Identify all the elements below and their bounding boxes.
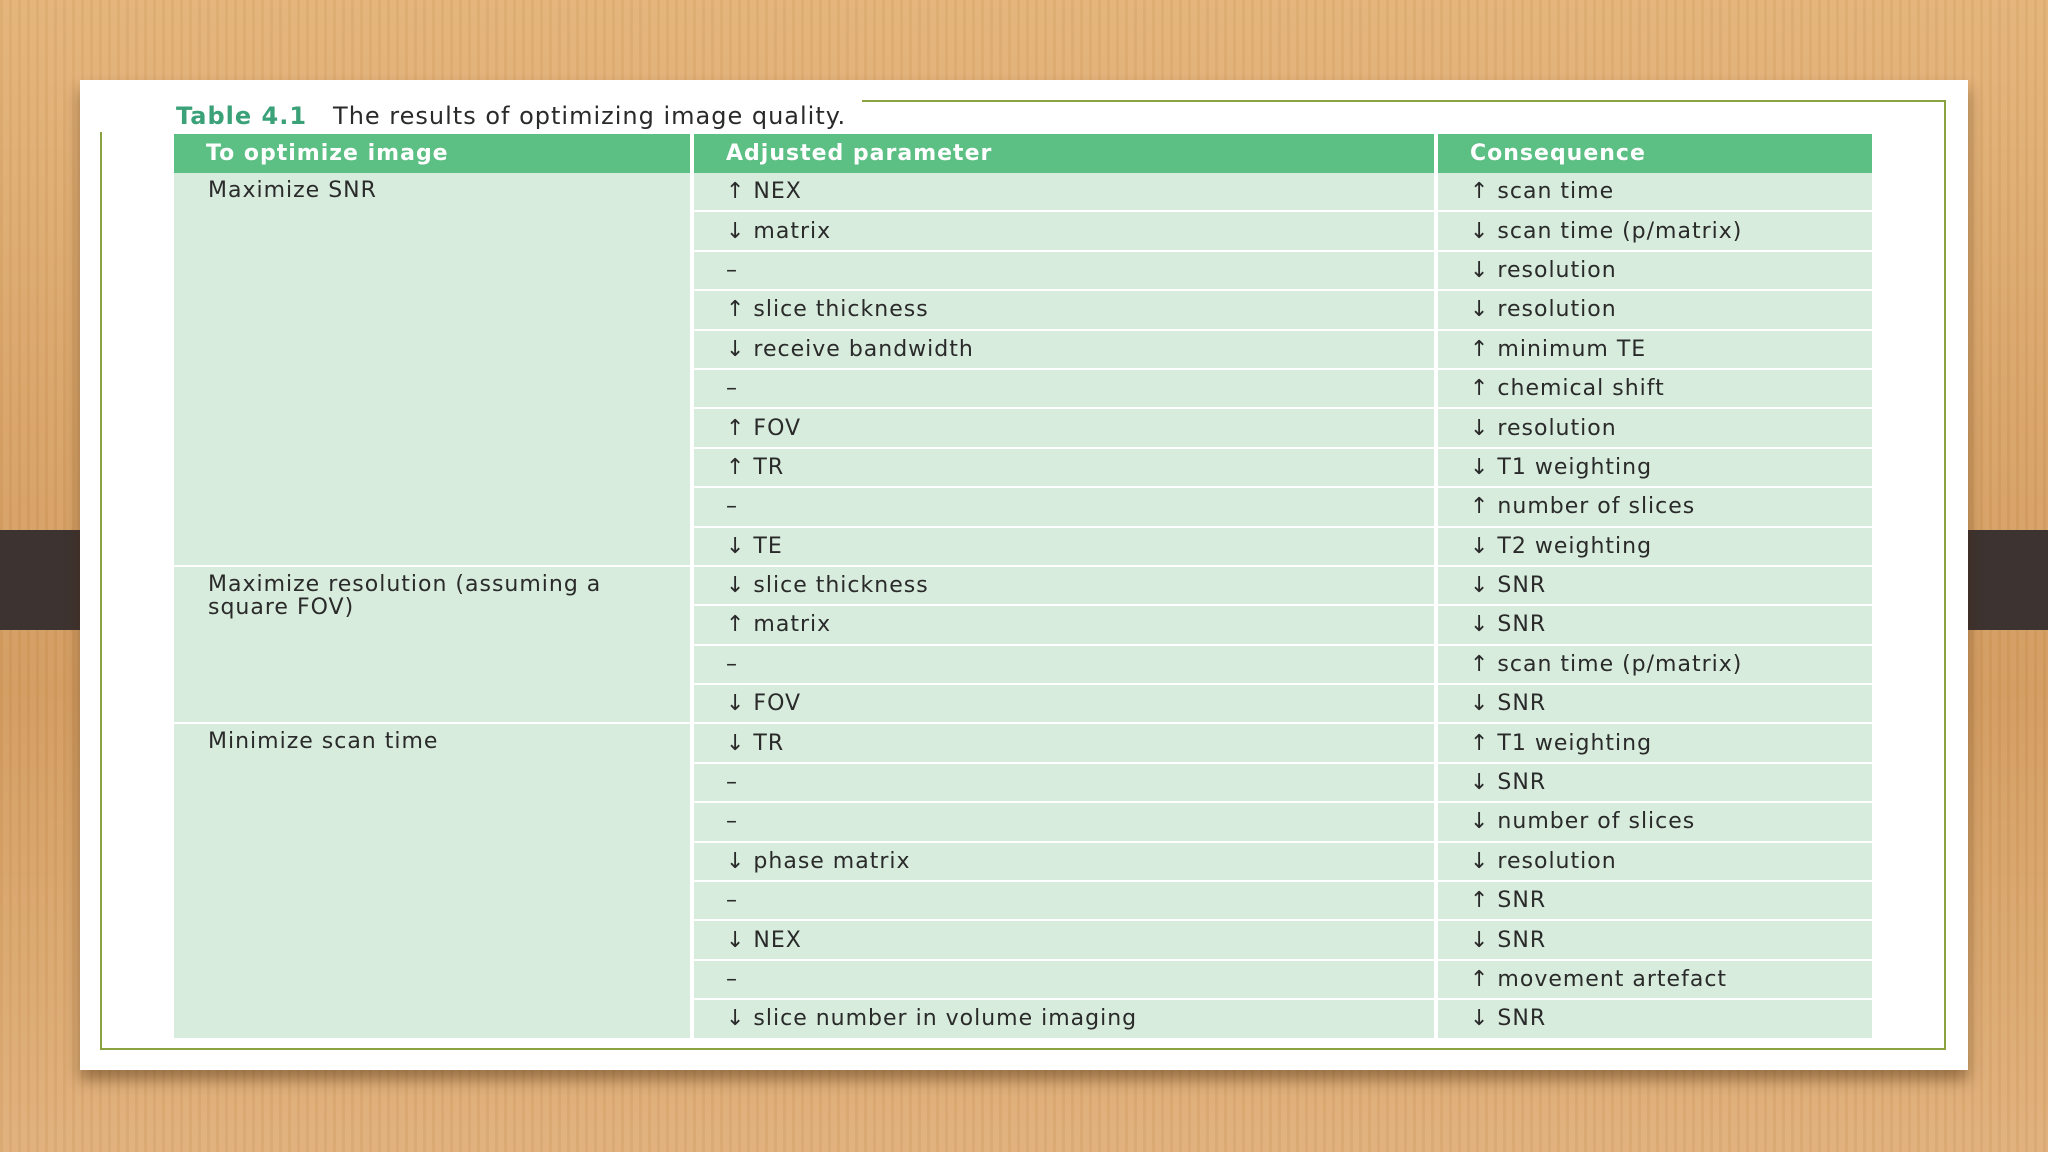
consequence-cell: ↓ resolution	[1436, 290, 1872, 329]
adjusted-parameter-cell: ↓ receive bandwidth	[692, 330, 1436, 369]
consequence-cell: ↓ SNR	[1436, 566, 1872, 605]
table-row	[174, 173, 1872, 211]
consequence-cell: ↑ number of slices	[1436, 487, 1872, 526]
consequence-cell: ↓ SNR	[1436, 605, 1872, 644]
consequence-cell: ↓ resolution	[1436, 251, 1872, 290]
table-caption	[96, 100, 862, 132]
consequence-cell: ↓ number of slices	[1436, 802, 1872, 841]
consequence-cell: ↑ scan time	[1436, 173, 1872, 211]
optimize-goal-cell: Minimize scan time	[174, 723, 692, 1038]
optimize-goal-cell: Maximize SNR	[174, 173, 692, 566]
consequence-cell: ↑ T1 weighting	[1436, 723, 1872, 762]
consequence-cell: ↑ SNR	[1436, 881, 1872, 920]
adjusted-parameter-cell: ↓ slice thickness	[692, 566, 1436, 605]
consequence-cell: ↓ scan time (p/matrix)	[1436, 211, 1872, 250]
adjusted-parameter-cell: ↑ FOV	[692, 408, 1436, 447]
consequence-cell: ↓ resolution	[1436, 842, 1872, 881]
consequence-cell: ↓ T2 weighting	[1436, 527, 1872, 566]
consequence-cell: ↑ movement artefact	[1436, 960, 1872, 999]
column-header-consequence: Consequence	[1436, 134, 1872, 173]
adjusted-parameter-cell: –	[692, 251, 1436, 290]
consequence-cell: ↑ minimum TE	[1436, 330, 1872, 369]
consequence-cell: ↓ SNR	[1436, 999, 1872, 1038]
adjusted-parameter-cell: ↑ NEX	[692, 173, 1436, 211]
adjusted-parameter-cell: ↑ matrix	[692, 605, 1436, 644]
results-table	[174, 134, 1872, 1040]
adjusted-parameter-cell: –	[692, 881, 1436, 920]
table-row	[174, 566, 1872, 605]
table-title: The results of optimizing image quality.	[333, 102, 847, 130]
adjusted-parameter-cell: ↑ TR	[692, 448, 1436, 487]
adjusted-parameter-cell: ↓ slice number in volume imaging	[692, 999, 1436, 1038]
column-header-optimize: To optimize image	[174, 134, 692, 173]
table-body	[174, 173, 1872, 1039]
table-row	[174, 723, 1872, 762]
adjusted-parameter-cell: ↑ slice thickness	[692, 290, 1436, 329]
consequence-cell: ↓ T1 weighting	[1436, 448, 1872, 487]
column-header-parameter: Adjusted parameter	[692, 134, 1436, 173]
adjusted-parameter-cell: –	[692, 960, 1436, 999]
table-number: Table 4.1	[176, 102, 308, 130]
consequence-cell: ↓ SNR	[1436, 763, 1872, 802]
consequence-cell: ↑ scan time (p/matrix)	[1436, 645, 1872, 684]
adjusted-parameter-cell: –	[692, 802, 1436, 841]
adjusted-parameter-cell: ↓ matrix	[692, 211, 1436, 250]
adjusted-parameter-cell: ↓ phase matrix	[692, 842, 1436, 881]
consequence-cell: ↑ chemical shift	[1436, 369, 1872, 408]
adjusted-parameter-cell: –	[692, 487, 1436, 526]
consequence-cell: ↓ SNR	[1436, 920, 1872, 959]
adjusted-parameter-cell: ↓ NEX	[692, 920, 1436, 959]
adjusted-parameter-cell: ↓ FOV	[692, 684, 1436, 723]
adjusted-parameter-cell: –	[692, 645, 1436, 684]
adjusted-parameter-cell: ↓ TR	[692, 723, 1436, 762]
consequence-cell: ↓ resolution	[1436, 408, 1872, 447]
optimize-goal-cell: Maximize resolution (assuming a square FOV)	[174, 566, 692, 724]
adjusted-parameter-cell: –	[692, 763, 1436, 802]
consequence-cell: ↓ SNR	[1436, 684, 1872, 723]
header-row	[174, 134, 1872, 173]
adjusted-parameter-cell: ↓ TE	[692, 527, 1436, 566]
adjusted-parameter-cell: –	[692, 369, 1436, 408]
